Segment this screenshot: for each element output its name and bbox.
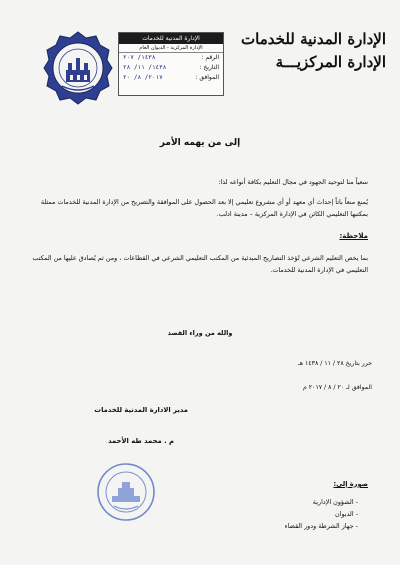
reference-box	[118, 32, 224, 96]
reference-greg-row	[119, 73, 223, 83]
reference-date-row	[119, 63, 223, 73]
reference-box-title: الإدارة المدنية للخدمات	[119, 33, 223, 44]
copies-heading: صورة إلى:	[333, 480, 368, 488]
reference-date-value: ١٤٣٨/ ١١/ ٢٨	[123, 64, 167, 71]
reference-greg-value: ٢٠١٧/ ٨/ ٢٠	[123, 74, 163, 81]
letterhead-line-2: الإدارة المركزيـــة	[275, 53, 386, 71]
paragraph-intro: سعياً منا لتوحيد الجهود في مجال التعليم بكافة أنواعه لذا:	[218, 178, 368, 186]
greg-date-label: الموافق لـ	[346, 384, 372, 391]
signatory-name: م . محمد طه الأحمد	[108, 437, 174, 445]
list-item: - الشؤون الإدارية	[285, 496, 358, 508]
greg-date-value: ٢٠ / ٨ / ٢٠١٧ م	[302, 384, 345, 391]
date-block	[232, 352, 372, 400]
letterhead-line-1: الإدارة المدنية للخدمات	[241, 30, 386, 48]
greg-date-line	[232, 376, 372, 400]
paragraph-prohibition: يُمنع منعاً باتاً إحداث أي معهد أو أي مشروع تعليمي إلا بعد الحصول على الموافقة والتصريح من الإدارة المدنية للخدمات ممثلة بمكتبها التعليمي الكائن في الإدارة المركزية – مدينة ادلب.	[40, 198, 368, 218]
list-item: - جهاز الشرطة ودور القضاء	[285, 520, 358, 532]
hijri-date-value: ٢٨ / ١١ / ١٤٣٨ هـ	[297, 360, 344, 367]
reference-number-value: ١٤٣٨/ ٢٠٧	[123, 54, 156, 61]
closing-line: والله من وراء القصد	[167, 329, 233, 337]
greeting-heading: إلى من يهمه الأمر	[159, 138, 241, 148]
reference-box-subtitle: الإدارة المركزية - الديوان العام	[119, 44, 223, 53]
reference-number-label: الرقم :	[201, 54, 219, 61]
list-item: - الديوان	[285, 508, 358, 520]
letterhead-title	[241, 28, 386, 74]
hijri-date-label: حرر بتاريخ	[345, 360, 372, 367]
note-heading: ملاحظة:	[339, 232, 368, 240]
copies-list	[285, 496, 368, 532]
note-text: بما يخص التعليم الشرعي تُؤخذ التصاريح المبدئية من المكتب التعليمي الشرعي في القطاعات ، ومن ثم يُصادق عليها من المكتب التعليمي في الإدارة المدنية للخدمات.	[32, 254, 368, 274]
reference-greg-label: الموافق :	[195, 74, 219, 81]
signatory-title: مدير الادارة المدنية للخدمات	[94, 406, 188, 414]
hijri-date-line	[232, 352, 372, 376]
reference-number-row	[119, 53, 223, 63]
emblem-logo-icon	[42, 30, 114, 106]
reference-date-label: التاريخ :	[199, 64, 219, 71]
official-stamp-icon	[96, 462, 156, 522]
